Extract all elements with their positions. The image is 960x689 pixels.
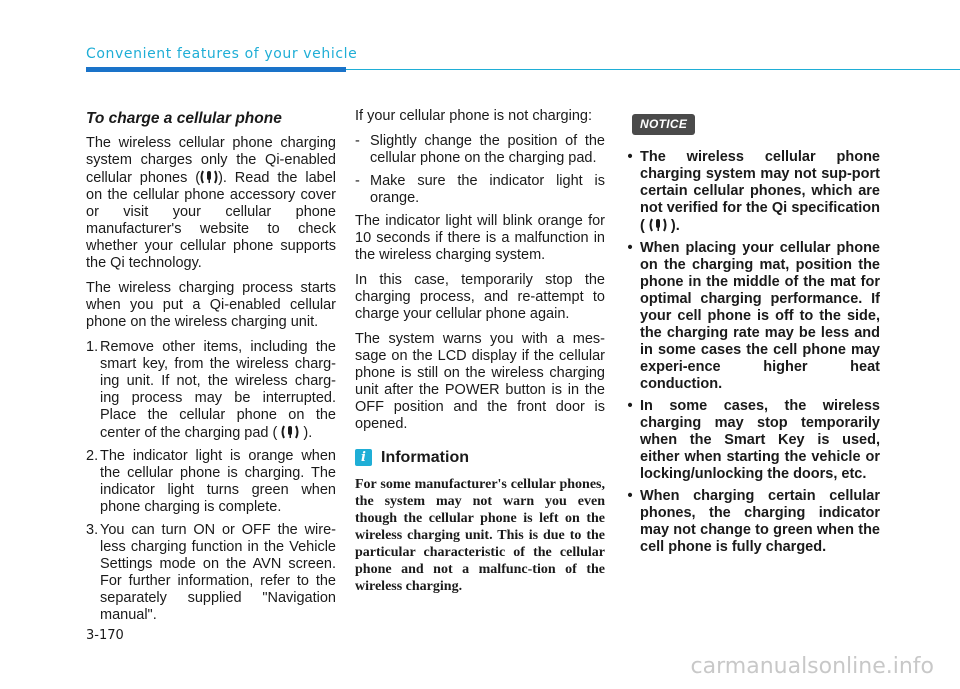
- section-title: Convenient features of your vehicle: [86, 46, 358, 62]
- qi-wireless-charging-icon: [281, 424, 299, 440]
- qi-wireless-charging-icon: [200, 169, 218, 185]
- header-rule-dark: [86, 67, 346, 72]
- information-body: For some manufacturer's cellular phones, the system may not warn you even though the cellular phone is left on the wireless charging unit. This is due to the particular characteristic of the cellular phone and not a malfunc-tion of the wireless charging.: [355, 477, 605, 594]
- warning-paragraph: The system warns you with a mes-sage on the LCD display if the cellular phone is still on the wireless charging unit after the POWER button is in the OFF position and the front door is opened.: [355, 331, 605, 432]
- page-number: 3-170: [86, 628, 124, 643]
- watermark: carmanualsonline.info: [690, 654, 934, 679]
- not-charging-paragraph: If your cellular phone is not charging:: [355, 108, 592, 124]
- left-column: [86, 108, 336, 630]
- dash-list-item: - Make sure the indicator light is orange.: [355, 173, 605, 206]
- retry-paragraph: In this case, temporarily stop the charging process, and re-attempt to charge your cellular phone again.: [355, 272, 605, 322]
- header-rule-light: [346, 69, 960, 70]
- process-paragraph: The wireless charging process starts when you put a Qi-enabled cellular phone on the wireless charging unit.: [86, 280, 336, 330]
- information-icon: i: [355, 449, 372, 466]
- dash-list-item: - Slightly change the position of the cellular phone on the charging pad.: [355, 133, 605, 166]
- intro-paragraph: The wireless cellular phone charging system charges only the Qi-enabled cellular phones ( ). Read the label on the cellular phone accessory cover or visit your cellular phone manufacturer's website to check whether your cellular phone supports the Qi technology.: [86, 135, 336, 271]
- right-column: [620, 108, 880, 561]
- notice-bullet: • In some cases, the wireless charging may stop temporarily when the Smart Key is used, either when starting the vehicle or locking/unlocking the doors, etc.: [627, 398, 880, 482]
- notice-badge: NOTICE: [632, 114, 695, 135]
- step-item: 2. The indicator light is orange when the cellular phone is charging. The indicator light turns green when phone charging is complete.: [86, 448, 336, 515]
- blink-paragraph: The indicator light will blink orange for 10 seconds if there is a malfunction in the wireless charging system.: [355, 213, 605, 263]
- notice-bullet: • The wireless cellular phone charging system may not sup-port certain cellular phones, which are not verified for the Qi specification ( ).: [627, 149, 880, 234]
- middle-column: [355, 108, 605, 595]
- notice-bullet: • When charging certain cellular phones, the charging indicator may not change to green when the cell phone is fully charged.: [627, 488, 880, 555]
- qi-wireless-charging-icon: [649, 217, 667, 233]
- section-heading: To charge a cellular phone: [86, 110, 282, 127]
- step-item: 3. You can turn ON or OFF the wire-less charging function in the Vehicle Settings mode on the AVN screen. For further information, refer to the separately supplied "Navigation manual".: [86, 522, 336, 623]
- step-item: 1. Remove other items, including the smart key, from the wireless charg-ing unit. If not, the wireless charg-ing process may be interrupted. Place the cellular phone on the center of the charging pad ( ).: [86, 339, 336, 441]
- notice-bullet: • When placing your cellular phone on the charging mat, position the phone in the middle of the mat for optimal charging performance. If your cell phone is off to the side, the charging rate may be less and in some cases the cell phone may experi-ence higher heat conduction.: [627, 240, 880, 392]
- information-header: [355, 449, 605, 466]
- information-title: Information: [381, 449, 469, 466]
